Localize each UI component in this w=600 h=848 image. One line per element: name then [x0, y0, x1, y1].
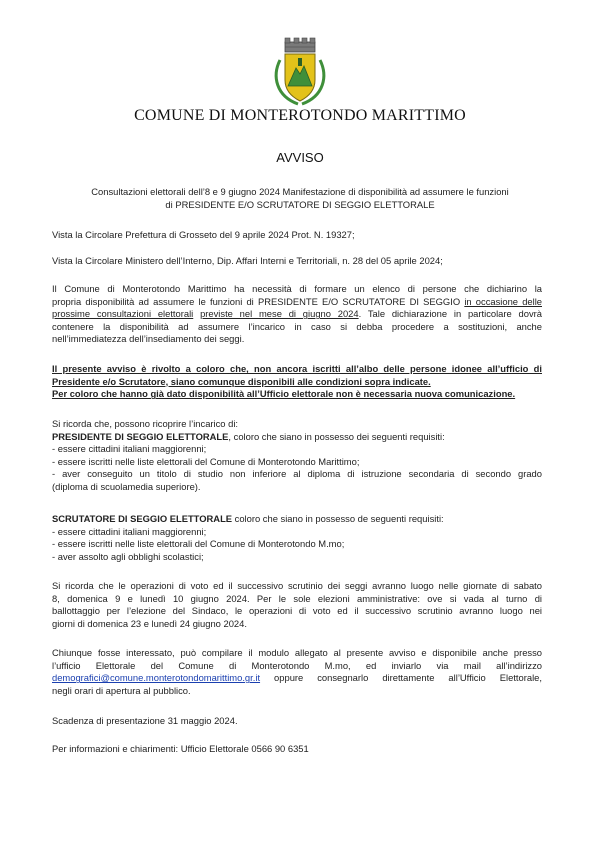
notice-paragraph: [52, 363, 542, 401]
intro-line: contenere la disponibilità ad assumere l’incarico in caso si debba procedere a sostituzioni, anche: [52, 320, 542, 332]
info: [52, 743, 542, 756]
requirement-item: - essere iscritti nelle liste elettorali del Comune di Monterotondo Marittimo;: [52, 455, 360, 467]
notice-title: AVVISO: [276, 150, 324, 165]
requirement-item: - aver conseguito un titolo di studio non inferiore al diploma di istruzione secondaria di secondo grado: [52, 468, 542, 480]
requirement-item: - aver assolto agli obblighi scolastici;: [52, 550, 204, 562]
subject: [40, 186, 560, 211]
scrutatore-title: SCRUTATORE DI SEGGIO ELETTORALE: [52, 513, 233, 524]
requirement-item: - essere cittadini italiani maggiorenni;: [52, 443, 207, 455]
deadline-text: Scadenza di presentazione 31 maggio 2024.: [52, 715, 238, 726]
scrutatore-requirements: [52, 513, 542, 563]
scrutatore-heading: [52, 513, 542, 526]
municipal-crest-icon: [268, 36, 332, 108]
contact-paragraph: [52, 647, 542, 697]
president-title: PRESIDENTE DI SEGGIO ELETTORALE: [52, 430, 229, 442]
intro-line: nell’immediatezza dell’insediamento dei seggi.: [52, 333, 245, 345]
notice-line: Presidente e/o Scrutatore, siano comunque disponibili alle condizioni sopra indicate.: [52, 375, 431, 387]
intro-underlined-text: in occasione delle: [464, 295, 542, 307]
intro-line: [52, 296, 542, 309]
president-intro: Si ricorda che, possono ricoprire l’incarico di:: [52, 418, 239, 429]
subject-line-2: di PRESIDENTE E/O SCRUTATORE DI SEGGIO ELETTORALE: [165, 198, 435, 210]
subject-line-1: Consultazioni elettorali dell’8 e 9 giugno 2024 Manifestazione di disponibilità ad assumere le funzioni: [91, 186, 509, 197]
president-title-rest: , coloro che siano in possesso dei seguenti requisiti:: [228, 430, 445, 442]
requirement-item: - essere iscritti nelle liste elettorali del Comune di Monterotondo M.mo;: [52, 538, 345, 550]
reference-1-text: Vista la Circolare Prefettura di Grosseto del 9 aprile 2024 Prot. N. 19327;: [52, 229, 355, 240]
notice-line: Il presente avviso è rivolto a coloro che, non ancora iscritti all’albo delle persone idonee all’ufficio di: [52, 363, 542, 374]
reference-1: [52, 229, 542, 242]
contact-line: Chiunque fosse interessato, può compilare il modulo allegato al presente avviso e disponibile anche presso: [52, 647, 542, 658]
reference-2-text: Vista la Circolare Ministero dell’Interno, Dip. Affari Interni e Territoriali, n. 28 del 05 aprile 2024;: [52, 255, 443, 266]
contact-line: [52, 672, 542, 685]
voting-paragraph: [52, 580, 542, 630]
president-heading: [52, 431, 542, 444]
scrutatore-title-rest: coloro che siano in possesso de seguenti requisiti:: [232, 513, 444, 524]
voting-line: 8, domenica 9 e lunedì 10 giugno 2024. Per le sole elezioni amministrative: ove si vada al turno di: [52, 592, 542, 604]
contact-text: oppure consegnarlo direttamente all’Ufficio Elettorale,: [260, 672, 542, 684]
president-requirements: [52, 418, 542, 494]
requirement-item: (diploma di scuolamedia superiore).: [52, 480, 201, 492]
intro-text: . Tale dichiarazione in particolare dovrà: [358, 308, 542, 320]
intro-text: propria disponibilità ad assumere le funzioni di PRESIDENTE E/O SCRUTATORE DI SEGGIO: [52, 295, 465, 307]
intro-underlined-text: previste nel mese di giugno 2024: [200, 308, 359, 320]
requirement-item: - essere cittadini italiani maggiorenni;: [52, 525, 207, 537]
intro-underlined-text: prossime consultazioni elettorali: [52, 308, 194, 320]
info-text: Per informazioni e chiarimenti: Ufficio Elettorale 0566 90 6351: [52, 743, 309, 754]
reference-2: [52, 255, 542, 268]
contact-line: l’ufficio Elettorale del Comune di Monterotondo M.mo, ed inviarlo via mail all’indirizzo: [52, 659, 542, 671]
voting-line: Si ricorda che le operazioni di voto ed il successivo scrutinio dei seggi avranno luogo nelle giornate di sabato: [52, 580, 542, 591]
municipality-name: COMUNE DI MONTEROTONDO MARITTIMO: [134, 107, 466, 124]
notice-line: Per coloro che hanno già dato disponibilità all’Ufficio elettorale non è necessaria nuova comunicazione.: [52, 388, 516, 400]
intro-line: [52, 308, 542, 321]
email-link[interactable]: demografici@comune.monterotondomarittimo.gr.it: [52, 672, 261, 684]
contact-line: negli orari di apertura al pubblico.: [52, 684, 191, 696]
intro-line: Il Comune di Monterotondo Marittimo ha necessità di formare un elenco di persone che dichiarino la: [52, 283, 542, 294]
voting-line: giorni di domenica 23 e lunedì 24 giugno 2024.: [52, 617, 247, 629]
deadline: [52, 715, 542, 728]
voting-line: ballottaggio per l’elezione del Sindaco, le operazioni di voto ed il successivo scrutinio avranno luogo nei: [52, 605, 542, 617]
intro-paragraph: [52, 283, 542, 346]
